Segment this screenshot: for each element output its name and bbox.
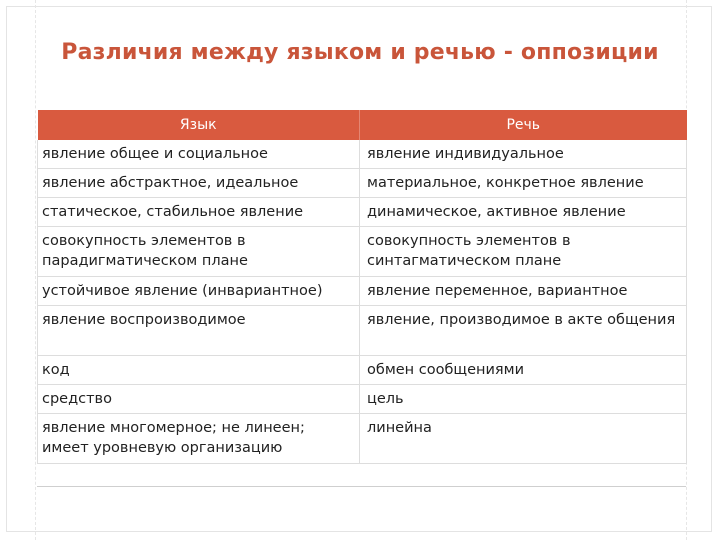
table-header-row xyxy=(38,110,687,140)
table-row xyxy=(38,168,687,197)
header-language: Язык xyxy=(38,110,360,140)
bottom-divider xyxy=(37,486,686,487)
cell-speech: динамическое, активное явление xyxy=(360,197,687,226)
cell-speech: материальное, конкретное явление xyxy=(360,168,687,197)
cell-language: явление многомерное; не линеен; имеет уровневую организацию xyxy=(38,413,360,463)
table-row xyxy=(38,355,687,384)
table-row xyxy=(38,413,687,463)
table-row xyxy=(38,384,687,413)
cell-language: явление абстрактное, идеальное xyxy=(38,168,360,197)
cell-speech: явление индивидуальное xyxy=(360,140,687,168)
header-speech: Речь xyxy=(360,110,687,140)
cell-language: код xyxy=(38,355,360,384)
cell-language: устойчивое явление (инвариантное) xyxy=(38,276,360,305)
cell-language: совокупность элементов в парадигматическом плане xyxy=(38,226,360,276)
table-row xyxy=(38,226,687,276)
table-row xyxy=(38,140,687,168)
cell-speech: линейна xyxy=(360,413,687,463)
cell-speech: обмен сообщениями xyxy=(360,355,687,384)
comparison-table xyxy=(37,110,687,464)
cell-speech: явление переменное, вариантное xyxy=(360,276,687,305)
cell-language: статическое, стабильное явление xyxy=(38,197,360,226)
cell-speech: цель xyxy=(360,384,687,413)
table-row xyxy=(38,197,687,226)
cell-speech: явление, производимое в акте общения xyxy=(360,305,687,355)
table-row xyxy=(38,305,687,355)
cell-language: явление общее и социальное xyxy=(38,140,360,168)
slide-title: Различия между языком и речью - оппозиции xyxy=(61,40,659,65)
cell-language: явление воспроизводимое xyxy=(38,305,360,355)
cell-language: средство xyxy=(38,384,360,413)
left-guide-line xyxy=(35,0,36,540)
cell-speech: совокупность элементов в синтагматическом плане xyxy=(360,226,687,276)
table-row xyxy=(38,276,687,305)
